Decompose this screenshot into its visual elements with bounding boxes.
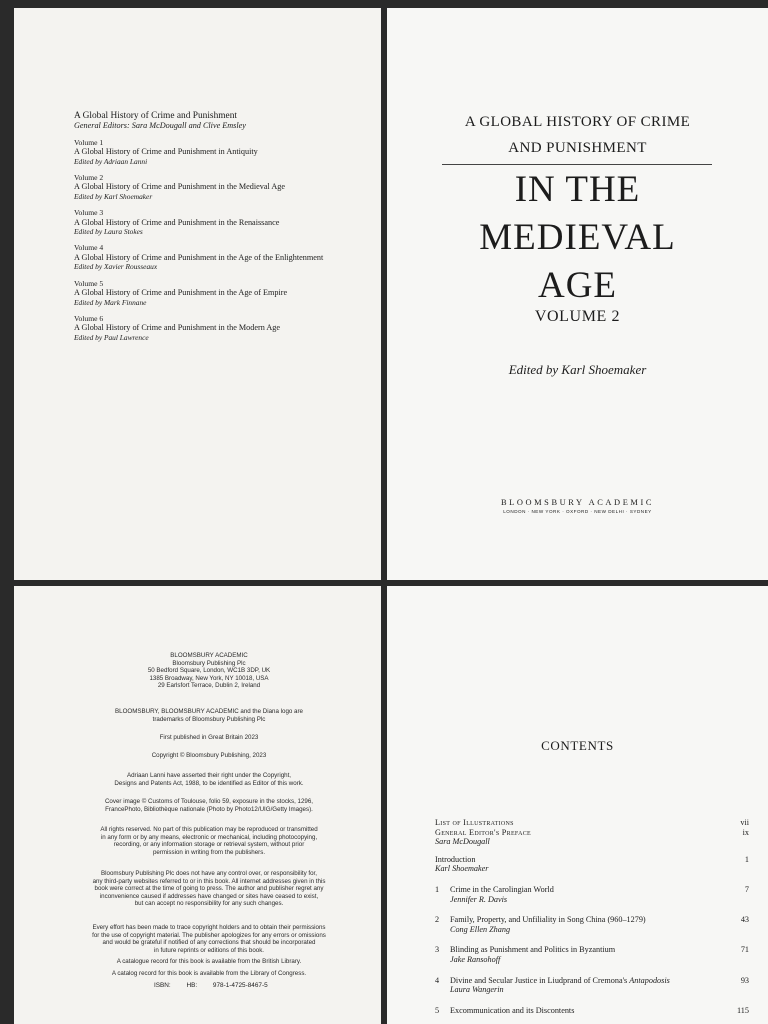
title-page bbox=[387, 8, 768, 580]
chapter-title bbox=[435, 976, 725, 986]
notice-line: Cover image © Customs of Toulouse, folio 59, exposure in the stocks, 1296, bbox=[104, 798, 314, 805]
chapter-page: 7 bbox=[744, 884, 749, 894]
chapter-number: 4 bbox=[435, 975, 440, 985]
chapter-author: Laura Wangerin bbox=[450, 985, 504, 995]
copyright-line: Copyright © Bloomsbury Publishing, 2023 bbox=[151, 752, 267, 759]
notice-line: FrancePhoto, Bibliothèque nationale (Photo by Photo12/UIG/Getty Images). bbox=[105, 805, 313, 813]
series-title-line-2: AND PUNISHMENT bbox=[508, 140, 647, 156]
chapter-title: Blinding as Punishment and Politics in Byzantium bbox=[450, 945, 616, 955]
title-rule bbox=[442, 164, 712, 165]
chapter-author: Cong Ellen Zhang bbox=[450, 924, 511, 934]
notice-line: trademarks of Bloomsbury Publishing Plc bbox=[152, 715, 266, 723]
cover-image-credit bbox=[74, 798, 344, 813]
series-title-line-1: A GLOBAL HISTORY OF CRIME bbox=[464, 114, 691, 130]
volume-editor: Edited by Adriaan Lanni bbox=[74, 156, 148, 166]
catalogue-record-bl: A catalogue record for this book is available from the British Library. bbox=[116, 958, 302, 965]
toc-chapter[interactable] bbox=[435, 1005, 749, 1016]
toc-chapter[interactable] bbox=[435, 945, 749, 964]
notice-line: and would be grateful if notified of any corrections that should be incorporated bbox=[102, 939, 316, 947]
volume-entry bbox=[74, 173, 374, 201]
notice-line: but can accept no responsibility for any such changes. bbox=[134, 900, 284, 908]
chapter-title-italic: Antapodosis bbox=[629, 975, 670, 985]
chapter-page: 115 bbox=[737, 1005, 749, 1015]
toc-entry-author: Karl Shoemaker bbox=[435, 864, 489, 874]
publisher-name: BLOOMSBURY ACADEMIC bbox=[500, 498, 655, 507]
toc-entry-page: ix bbox=[742, 827, 749, 837]
notice-line: book were correct at the time of going to press. The author and publisher regret any bbox=[94, 885, 324, 893]
notice-line: Designs and Patents Act, 1988, to be identified as Editor of this work. bbox=[114, 779, 304, 787]
volume-title: A Global History of Crime and Punishment in the Age of Empire bbox=[74, 288, 288, 298]
toc-entry-author: Sara McDougall bbox=[435, 837, 490, 847]
toc-chapter[interactable] bbox=[435, 884, 749, 904]
third-party-notice bbox=[74, 870, 344, 908]
toc-entry[interactable] bbox=[435, 854, 749, 874]
volume-editor: Edited by Paul Lawrence bbox=[74, 332, 149, 342]
book-title-line-3: AGE bbox=[537, 265, 618, 306]
book-title-line-2: MEDIEVAL bbox=[479, 217, 676, 258]
toc-entry-page: vii bbox=[740, 818, 749, 827]
chapter-author: Jennifer R. Davis bbox=[450, 894, 508, 904]
address-line: BLOOMSBURY ACADEMIC bbox=[170, 652, 248, 659]
notice-line: Every effort has been made to trace copyright holders and to obtain their permissions bbox=[92, 924, 326, 931]
chapter-number: 3 bbox=[435, 945, 440, 955]
toc-entry[interactable] bbox=[435, 827, 749, 847]
chapter-page: 93 bbox=[740, 975, 749, 985]
toc-entry-title: Introduction bbox=[435, 854, 476, 864]
volume-title: A Global History of Crime and Punishment in the Age of the Enlightenment bbox=[74, 252, 324, 262]
all-rights-reserved bbox=[74, 826, 344, 856]
chapter-author: Jake Ransohoff bbox=[450, 954, 501, 964]
volume-editor: Edited by Laura Stokes bbox=[74, 227, 143, 237]
volume-title: A Global History of Crime and Punishment in the Renaissance bbox=[74, 217, 280, 227]
notice-line: inconvenience caused if addresses have changed or sites have ceased to exist, bbox=[99, 892, 319, 900]
rights-asserted bbox=[74, 772, 344, 787]
first-published: First published in Great Britain 2023 bbox=[159, 734, 259, 741]
volume-number: Volume 2 bbox=[74, 173, 104, 183]
publisher-cities: LONDON · NEW YORK · OXFORD · NEW DELHI · SYDNEY bbox=[503, 509, 652, 514]
notice-line: Bloomsbury Publishing Plc does not have any control over, or responsibility for, bbox=[101, 870, 317, 877]
series-list bbox=[74, 112, 374, 342]
volume-number: Volume 3 bbox=[74, 208, 104, 218]
editor-credit: Edited by Karl Shoemaker bbox=[508, 362, 647, 377]
toc-chapter[interactable] bbox=[435, 915, 749, 934]
publisher-address bbox=[74, 652, 344, 690]
chapter-number: 1 bbox=[435, 884, 440, 894]
chapter-title: Excommunication and its Discontents bbox=[450, 1005, 575, 1015]
toc-entry-title: General Editor's Preface bbox=[435, 827, 532, 837]
table-of-contents bbox=[435, 818, 749, 1015]
notice-line: in future reprints or editions of this book. bbox=[153, 946, 265, 954]
notice-line: in any form or by any means, electronic or mechanical, including photocopying, bbox=[100, 833, 318, 841]
address-line: 1385 Broadway, New York, NY 10018, USA bbox=[149, 674, 269, 682]
chapter-page: 71 bbox=[740, 945, 749, 955]
volume-label: VOLUME 2 bbox=[534, 308, 621, 325]
isbn-hb-label: HB: bbox=[186, 982, 198, 989]
chapter-title: Crime in the Carolingian World bbox=[450, 884, 554, 894]
chapter-number: 5 bbox=[435, 1005, 440, 1015]
volume-editor: Edited by Xavier Rousseaux bbox=[74, 262, 158, 272]
permissions-notice bbox=[74, 924, 344, 954]
volume-entry bbox=[74, 138, 374, 166]
contents-heading: CONTENTS bbox=[541, 738, 614, 753]
isbn-hb-value: 978-1-4725-8467-5 bbox=[212, 982, 268, 989]
notice-line: any third-party websites referred to or in this book. All internet addresses given in this bbox=[92, 877, 326, 885]
volume-number: Volume 1 bbox=[74, 137, 104, 147]
toc-entry[interactable] bbox=[435, 818, 749, 828]
chapter-title: Family, Property, and Unfiliality in Song China (960–1279) bbox=[450, 915, 646, 925]
address-line: 29 Earlsfort Terrace, Dublin 2, Ireland bbox=[157, 682, 261, 690]
volume-number: Volume 6 bbox=[74, 313, 104, 323]
volume-title: A Global History of Crime and Punishment in Antiquity bbox=[74, 147, 258, 157]
volume-title: A Global History of Crime and Punishment in the Medieval Age bbox=[74, 182, 286, 192]
toc-chapter[interactable] bbox=[435, 975, 749, 995]
notice-line: BLOOMSBURY, BLOOMSBURY ACADEMIC and the Diana logo are bbox=[115, 708, 303, 715]
volume-entry bbox=[74, 243, 374, 271]
chapter-title-text: Divine and Secular Justice in Liudprand of Cremona's bbox=[450, 975, 630, 985]
book-title-line-1: IN THE bbox=[514, 169, 641, 210]
volume-number: Volume 5 bbox=[74, 278, 104, 288]
chapter-page: 43 bbox=[740, 915, 749, 925]
series-page bbox=[14, 8, 381, 580]
volume-editor: Edited by Karl Shoemaker bbox=[74, 191, 153, 201]
copyright-page bbox=[14, 586, 381, 1024]
notice-line: Adriaan Lanni have asserted their right under the Copyright, bbox=[126, 772, 292, 779]
volume-entry bbox=[74, 208, 374, 236]
isbn-line bbox=[154, 982, 282, 989]
catalogue-record-loc: A catalog record for this book is available from the Library of Congress. bbox=[111, 970, 307, 977]
notice-line: All rights reserved. No part of this publication may be reproduced or transmitted bbox=[100, 826, 318, 833]
notice-line: recording, or any information storage or retrieval system, without prior bbox=[113, 841, 305, 849]
volume-editor: Edited by Mark Finnane bbox=[74, 297, 147, 307]
volume-entry bbox=[74, 314, 374, 342]
volume-number: Volume 4 bbox=[74, 243, 104, 253]
address-line: 50 Bedford Square, London, WC1B 3DP, UK bbox=[147, 667, 271, 675]
volume-title: A Global History of Crime and Punishment in the Modern Age bbox=[74, 323, 281, 333]
volume-entry bbox=[74, 279, 374, 307]
notice-line: for the use of copyright material. The publisher apologizes for any errors or omissions bbox=[92, 931, 326, 939]
notice-line: permission in writing from the publishers. bbox=[152, 848, 266, 856]
toc-entry-title: List of Illustrations bbox=[435, 818, 514, 827]
isbn-label: ISBN: bbox=[154, 982, 171, 989]
series-title: A Global History of Crime and Punishment bbox=[74, 111, 238, 121]
contents-page bbox=[387, 586, 768, 1024]
chapter-number: 2 bbox=[435, 915, 440, 925]
address-line: Bloomsbury Publishing Plc bbox=[172, 659, 246, 667]
toc-entry-page: 1 bbox=[744, 854, 749, 864]
trademark-notice bbox=[74, 708, 344, 723]
general-editors: General Editors: Sara McDougall and Clive Emsley bbox=[74, 121, 246, 131]
